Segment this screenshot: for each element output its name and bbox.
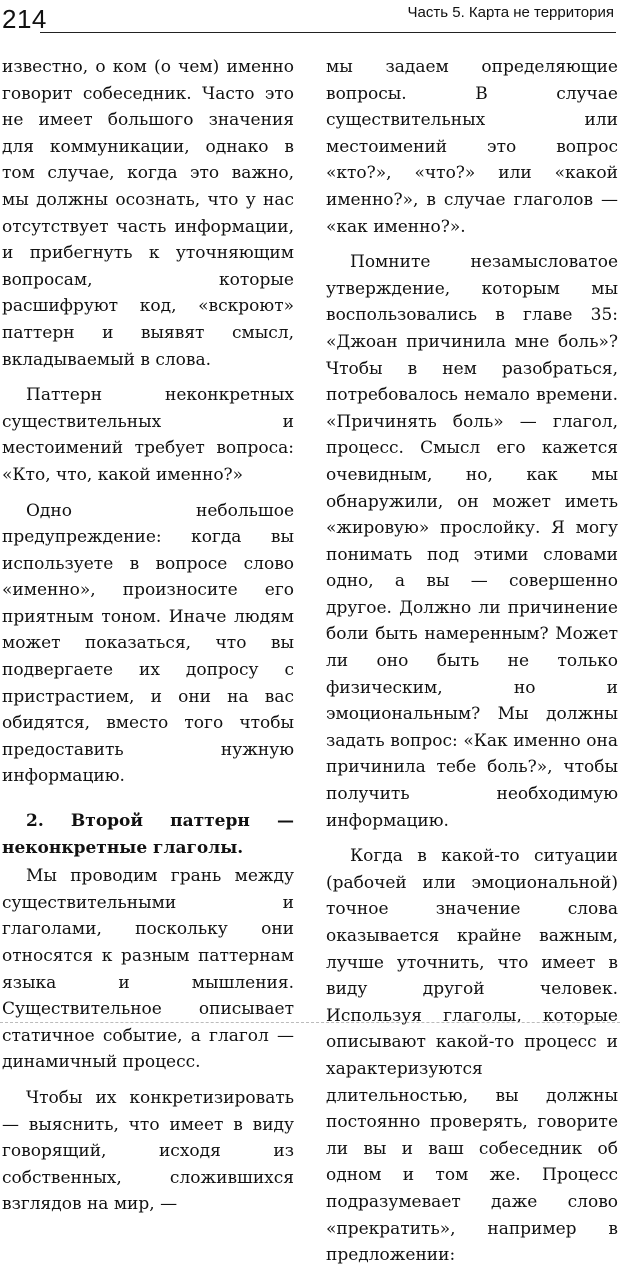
page-header	[0, 0, 620, 44]
running-head: Часть 5. Карта не территория	[407, 4, 614, 21]
paragraph: Мы проводим грань между существительными и глаголами, поскольку они относятся к разным паттернам языка и мышления. Существительное описывает статичное событие, а глагол — динамичный процесс.	[2, 866, 294, 1073]
section-heading: 2. Второй паттерн — неконкретные глаголы.	[2, 811, 294, 858]
right-column	[326, 54, 618, 1278]
paragraph: мы задаем определяющие вопросы. В случае существительных или местоимений это вопрос «кто?», «что?» или «какой именно?», в случае глаголов — «как именно?».	[326, 57, 618, 237]
bottom-edge	[0, 1022, 620, 1023]
page-number: 214	[2, 4, 47, 34]
paragraph: известно, о ком (о чем) именно говорит собеседник. Часто это не имеет большого значения для коммуникации, однако в том случае, когда это важно, мы должны осознать, что у нас отсутствует часть информации, и прибегнуть к уточняющим вопросам, которые расшифруют код, «вскроют» паттерн и выявят смысл, вкладываемый в слова.	[2, 57, 294, 370]
left-column	[2, 54, 294, 1227]
paragraph: Чтобы их конкретизировать — выяснить, что имеет в виду говорящий, исходя из собственных, сложившихся взглядов на мир, —	[2, 1087, 294, 1215]
paragraph: Одно небольшое предупреждение: когда вы используете в вопросе слово «именно», произносите его приятным тоном. Иначе людям может показаться, что вы подвергаете их допросу с пристрастием, и они на вас обидятся, вместо того чтобы предоставить нужную информацию.	[2, 500, 294, 787]
paragraph: Когда в какой-то ситуации (рабочей или эмоциональной) точное значение слова оказывается крайне важным, лучше уточнить, что имеет в виду другой человек. Используя глаголы, которые описывают какой-то процесс и характеризуются длительностью, вы должны постоянно проверять, говорите ли вы и ваш собеседник об одном и том же. Процесс подразумевает даже слово «прекратить», например в предложении:	[326, 846, 618, 1266]
header-rule	[40, 32, 616, 33]
paragraph: Паттерн неконкретных существительных и местоимений требует вопроса: «Кто, что, какой именно?»	[2, 385, 294, 485]
paragraph: Помните незамысловатое утверждение, которым мы воспользовались в главе 35: «Джоан причинила мне боль»? Чтобы в нем разобраться, потребовалось немало времени. «Причинять боль» — глагол, процесс. Смысл его кажется очевидным, но, как мы обнаружили, он может иметь «жировую» прослойку. Я могу понимать под этими словами одно, а вы — совершенно другое. Должно ли причинение боли быть намеренным? Может ли оно быть не только физическим, но и эмоциональным? Мы должны задать вопрос: «Как именно она причинила тебе боль?», чтобы получить необходимую информацию.	[326, 252, 618, 831]
